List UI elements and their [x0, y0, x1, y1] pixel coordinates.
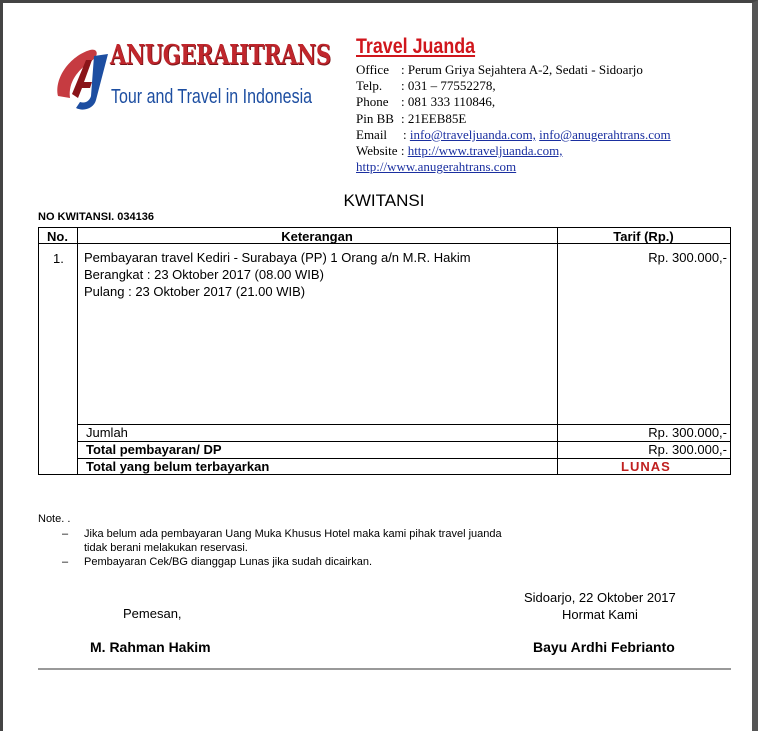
description-line-2: Berangkat : 23 Oktober 2017 (08.00 WIB) — [84, 267, 324, 282]
total-value: Rp. 300.000,- — [648, 425, 727, 440]
note-item-1-line-1: Jika belum ada pembayaran Uang Muka Khusus Hotel maka kami pihak travel juanda — [84, 528, 502, 540]
note-bullet: – — [62, 556, 69, 568]
telp-line — [356, 78, 671, 94]
telp-label: Telp. — [356, 78, 383, 94]
pinbb-line — [356, 111, 671, 127]
footer-divider — [38, 668, 731, 670]
phone-label: Phone — [356, 94, 389, 110]
pinbb-value: : 21EEB85E — [401, 110, 467, 126]
table-col-divider — [77, 228, 78, 474]
email-label: Email — [356, 126, 388, 142]
note-bullet: – — [62, 528, 69, 540]
total-label: Jumlah — [86, 425, 128, 440]
website-separator: : — [400, 143, 405, 159]
staff-name: Bayu Ardhi Febrianto — [533, 639, 675, 655]
website-line-2 — [356, 159, 671, 175]
column-header-rate: Tarif (Rp.) — [613, 229, 674, 244]
description-line-1: Pembayaran travel Kediri - Surabaya (PP) 1 Orang a/n M.R. Hakim — [84, 250, 471, 265]
description-line-3: Pulang : 23 Oktober 2017 (21.00 WIB) — [84, 284, 306, 299]
telp-value: : 031 – 77552278, — [401, 78, 496, 94]
office-value: : Perum Griya Sejahtera A-2, Sedati - Sidoarjo — [401, 62, 643, 77]
email-link-1[interactable]: info@traveljuanda.com, — [409, 126, 536, 142]
office-label: Office — [356, 62, 389, 77]
receipt-table — [38, 227, 731, 475]
email-line — [356, 127, 671, 143]
contact-block — [356, 62, 671, 175]
customer-label: Pemesan, — [123, 606, 182, 621]
place-date: Sidoarjo, 22 Oktober 2017 — [524, 590, 676, 605]
website-link-1[interactable]: http://www.traveljuanda.com, — [407, 143, 563, 159]
email-link-2[interactable]: info@anugerahtrans.com — [539, 126, 671, 142]
column-header-description: Keterangan — [281, 229, 353, 244]
row-rate: Rp. 300.000,- — [648, 250, 727, 265]
document-title: KWITANSI — [343, 191, 425, 210]
email-separator: : — [403, 126, 407, 142]
row-number: 1. — [53, 251, 64, 266]
notes-label: Note. . — [38, 513, 71, 525]
paid-label: Total pembayaran/ DP — [86, 442, 222, 457]
closing-text: Hormat Kami — [562, 607, 638, 622]
brand-name: ANUGERAHTRANS — [110, 40, 331, 71]
table-col-divider — [557, 228, 558, 474]
payment-status-badge: LUNAS — [621, 459, 671, 474]
note-item-2: Pembayaran Cek/BG dianggap Lunas jika sudah dicairkan. — [84, 556, 373, 568]
note-item-1-line-2: tidak berani melakukan reservasi. — [84, 542, 248, 554]
website-link-2[interactable]: http://www.anugerahtrans.com — [356, 159, 517, 175]
company-name: Travel Juanda — [356, 35, 476, 58]
paid-value: Rp. 300.000,- — [648, 442, 727, 457]
receipt-number: NO KWITANSI. 034136 — [38, 211, 154, 223]
phone-value: : 081 333 110846, — [401, 94, 496, 110]
website-line — [356, 143, 671, 159]
brand-tagline: Tour and Travel in Indonesia — [111, 86, 313, 108]
column-header-no: No. — [47, 229, 68, 244]
unpaid-label: Total yang belum terbayarkan — [86, 459, 270, 474]
website-label: Website — [356, 143, 398, 159]
office-line — [356, 62, 671, 78]
customer-name: M. Rahman Hakim — [90, 639, 211, 655]
pinbb-label: Pin BB — [356, 110, 394, 126]
table-row-rule — [77, 424, 730, 425]
phone-line — [356, 94, 671, 110]
